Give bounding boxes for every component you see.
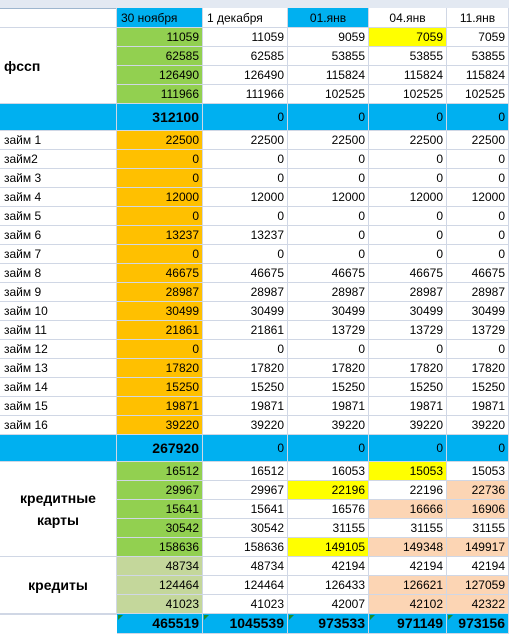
loan-label[interactable]: займ 12 — [0, 340, 117, 359]
error-indicator-icon — [370, 615, 375, 620]
grand-total-cell[interactable]: 973156 — [447, 614, 509, 634]
card-cell[interactable]: 16053 — [288, 462, 369, 481]
fssp-cell[interactable]: 126490 — [203, 66, 288, 85]
loan-label[interactable]: займ 10 — [0, 302, 117, 321]
card-cell[interactable]: 16512 — [203, 462, 288, 481]
loan-cell[interactable]: 12000 — [447, 188, 509, 207]
loan-label[interactable]: займ 7 — [0, 245, 117, 264]
credit-cell[interactable]: 48734 — [117, 557, 203, 576]
loan-label[interactable]: займ 16 — [0, 416, 117, 435]
loan-cell[interactable]: 19871 — [288, 397, 369, 416]
loan-cell[interactable]: 0 — [447, 340, 509, 359]
total1-cell[interactable]: 0 — [288, 104, 369, 131]
loan-label[interactable]: займ 6 — [0, 226, 117, 245]
credit-cell[interactable]: 42194 — [447, 557, 509, 576]
loan-cell[interactable]: 13237 — [203, 226, 288, 245]
loan-cell[interactable]: 22500 — [117, 131, 203, 150]
fssp-cell[interactable]: 102525 — [447, 85, 509, 104]
fssp-cell[interactable]: 102525 — [288, 85, 369, 104]
loan-cell[interactable]: 12000 — [203, 188, 288, 207]
loan-cell[interactable]: 0 — [288, 169, 369, 188]
loan-cell[interactable]: 30499 — [203, 302, 288, 321]
loan-cell[interactable]: 0 — [369, 150, 447, 169]
loan-cell[interactable]: 17820 — [203, 359, 288, 378]
card-cell[interactable]: 158636 — [203, 538, 288, 557]
loan-cell[interactable]: 19871 — [117, 397, 203, 416]
grand-total-cell[interactable]: 971149 — [369, 614, 447, 634]
loan-cell[interactable]: 22500 — [288, 131, 369, 150]
fssp-cell[interactable]: 62585 — [117, 47, 203, 66]
loan-label[interactable]: займ 3 — [0, 169, 117, 188]
loan-cell[interactable]: 22500 — [447, 131, 509, 150]
loan-cell[interactable]: 46675 — [288, 264, 369, 283]
loan-cell[interactable]: 46675 — [117, 264, 203, 283]
total2-cell[interactable]: 0 — [203, 435, 288, 462]
card-cell[interactable]: 22196 — [369, 481, 447, 500]
loan-label[interactable]: займ 11 — [0, 321, 117, 340]
fssp-cell[interactable]: 7059 — [447, 28, 509, 47]
loan-cell[interactable]: 46675 — [447, 264, 509, 283]
fssp-cell[interactable]: 126490 — [117, 66, 203, 85]
loan-cell[interactable]: 0 — [203, 340, 288, 359]
card-cell[interactable]: 15053 — [447, 462, 509, 481]
card-cell[interactable]: 22196 — [288, 481, 369, 500]
loan-label[interactable]: займ 8 — [0, 264, 117, 283]
loan-label[interactable]: займ 1 — [0, 131, 117, 150]
loan-cell[interactable]: 0 — [447, 207, 509, 226]
loan-label[interactable]: займ 5 — [0, 207, 117, 226]
loan-cell[interactable]: 0 — [447, 226, 509, 245]
loan-label[interactable]: займ 9 — [0, 283, 117, 302]
loan-cell[interactable]: 22500 — [203, 131, 288, 150]
loan-cell[interactable]: 13237 — [117, 226, 203, 245]
card-cell[interactable]: 149917 — [447, 538, 509, 557]
loan-cell[interactable]: 30499 — [447, 302, 509, 321]
credit-cell[interactable]: 126433 — [288, 576, 369, 595]
loan-label[interactable]: займ 14 — [0, 378, 117, 397]
total1-cell[interactable]: 0 — [203, 104, 288, 131]
loan-cell[interactable]: 13729 — [288, 321, 369, 340]
loan-cell[interactable]: 0 — [203, 169, 288, 188]
card-cell[interactable]: 149105 — [288, 538, 369, 557]
loan-cell[interactable]: 0 — [288, 340, 369, 359]
header-date-3[interactable]: 01.янв — [288, 8, 369, 28]
grand-total-label-cell[interactable] — [0, 614, 117, 615]
total-row-label-cell[interactable] — [0, 104, 117, 131]
cards-label-line2: карты — [37, 512, 79, 528]
card-cell[interactable]: 30542 — [203, 519, 288, 538]
credit-cell[interactable]: 48734 — [203, 557, 288, 576]
loan-cell[interactable]: 0 — [369, 169, 447, 188]
loan-cell[interactable]: 12000 — [288, 188, 369, 207]
fssp-cell[interactable]: 7059 — [369, 28, 447, 47]
loan-cell[interactable]: 13729 — [369, 321, 447, 340]
total-row-label-cell[interactable] — [0, 435, 117, 462]
loan-label[interactable]: займ 13 — [0, 359, 117, 378]
card-cell[interactable]: 16576 — [288, 500, 369, 519]
fssp-cell[interactable]: 102525 — [369, 85, 447, 104]
loan-cell[interactable]: 0 — [117, 169, 203, 188]
credits-label[interactable]: кредиты — [0, 557, 117, 614]
loan-cell[interactable]: 28987 — [117, 283, 203, 302]
credit-cell[interactable]: 42194 — [288, 557, 369, 576]
loan-cell[interactable]: 15250 — [288, 378, 369, 397]
loan-cell[interactable]: 0 — [369, 340, 447, 359]
loan-cell[interactable]: 0 — [288, 226, 369, 245]
loan-cell[interactable]: 0 — [447, 169, 509, 188]
card-cell[interactable]: 16512 — [117, 462, 203, 481]
fssp-cell[interactable]: 53855 — [288, 47, 369, 66]
credit-cell[interactable]: 41023 — [117, 595, 203, 614]
loan-cell[interactable]: 0 — [203, 150, 288, 169]
credit-cell[interactable]: 42322 — [447, 595, 509, 614]
loan-cell[interactable]: 15250 — [447, 378, 509, 397]
loan-cell[interactable]: 15250 — [369, 378, 447, 397]
loan-cell[interactable]: 19871 — [447, 397, 509, 416]
loan-cell[interactable]: 0 — [117, 245, 203, 264]
total2-cell[interactable]: 267920 — [117, 435, 203, 462]
loan-cell[interactable]: 21861 — [117, 321, 203, 340]
error-indicator-icon — [448, 615, 453, 620]
loan-cell[interactable]: 22500 — [369, 131, 447, 150]
card-cell[interactable]: 31155 — [447, 519, 509, 538]
loan-cell[interactable]: 0 — [203, 245, 288, 264]
loan-label[interactable]: займ 4 — [0, 188, 117, 207]
loan-cell[interactable]: 39220 — [447, 416, 509, 435]
loan-cell[interactable]: 0 — [288, 245, 369, 264]
grand-total-cell[interactable]: 465519 — [117, 614, 203, 634]
header-date-4[interactable]: 04.янв — [369, 8, 447, 28]
fssp-cell[interactable]: 111966 — [203, 85, 288, 104]
loan-label[interactable]: займ2 — [0, 150, 117, 169]
loan-cell[interactable]: 0 — [288, 150, 369, 169]
card-cell[interactable]: 15641 — [203, 500, 288, 519]
loan-cell[interactable]: 17820 — [447, 359, 509, 378]
loan-cell[interactable]: 30499 — [369, 302, 447, 321]
loan-cell[interactable]: 39220 — [203, 416, 288, 435]
header-date-2[interactable]: 1 декабря — [203, 8, 288, 28]
total1-cell[interactable]: 312100 — [117, 104, 203, 131]
loan-cell[interactable]: 12000 — [369, 188, 447, 207]
loan-cell[interactable]: 0 — [369, 226, 447, 245]
card-cell[interactable]: 31155 — [369, 519, 447, 538]
loan-cell[interactable]: 0 — [117, 340, 203, 359]
loan-cell[interactable]: 19871 — [369, 397, 447, 416]
card-cell[interactable]: 149348 — [369, 538, 447, 557]
total1-cell[interactable]: 0 — [447, 104, 509, 131]
credit-cell[interactable]: 42102 — [369, 595, 447, 614]
grand-total-cell[interactable]: 973533 — [288, 614, 369, 634]
loan-cell[interactable]: 0 — [447, 150, 509, 169]
loan-cell[interactable]: 0 — [447, 245, 509, 264]
credit-cell[interactable]: 124464 — [203, 576, 288, 595]
loan-cell[interactable]: 13729 — [447, 321, 509, 340]
fssp-cell[interactable]: 11059 — [203, 28, 288, 47]
credit-cell[interactable]: 127059 — [447, 576, 509, 595]
header-empty-cell[interactable] — [0, 8, 117, 28]
header-date-5[interactable]: 11.янв — [447, 8, 509, 28]
loan-cell[interactable]: 39220 — [288, 416, 369, 435]
loan-cell[interactable]: 15250 — [117, 378, 203, 397]
fssp-cell[interactable]: 11059 — [117, 28, 203, 47]
credit-cell[interactable]: 42007 — [288, 595, 369, 614]
loan-cell[interactable]: 39220 — [369, 416, 447, 435]
loan-cell[interactable]: 15250 — [203, 378, 288, 397]
loan-cell[interactable]: 0 — [369, 245, 447, 264]
loan-cell[interactable]: 46675 — [203, 264, 288, 283]
fssp-label[interactable]: фссп — [0, 28, 117, 104]
grand-total-cell[interactable]: 1045539 — [203, 614, 288, 634]
loan-cell[interactable]: 21861 — [203, 321, 288, 340]
cards-label-line1: кредитные — [20, 490, 96, 506]
loan-cell[interactable]: 0 — [369, 207, 447, 226]
fssp-cell[interactable]: 62585 — [203, 47, 288, 66]
error-indicator-icon — [204, 615, 209, 620]
total2-cell[interactable]: 0 — [447, 435, 509, 462]
loan-cell[interactable]: 28987 — [288, 283, 369, 302]
loan-cell[interactable]: 0 — [203, 207, 288, 226]
credit-cell[interactable]: 41023 — [203, 595, 288, 614]
credit-cell[interactable]: 126621 — [369, 576, 447, 595]
credit-cell[interactable]: 42194 — [369, 557, 447, 576]
fssp-cell[interactable]: 115824 — [288, 66, 369, 85]
fssp-cell[interactable]: 9059 — [288, 28, 369, 47]
loan-cell[interactable]: 17820 — [369, 359, 447, 378]
loan-cell[interactable]: 30499 — [117, 302, 203, 321]
loan-cell[interactable]: 17820 — [117, 359, 203, 378]
loan-cell[interactable]: 28987 — [369, 283, 447, 302]
loan-cell[interactable]: 19871 — [203, 397, 288, 416]
loan-cell[interactable]: 28987 — [447, 283, 509, 302]
header-date-1[interactable]: 30 ноября — [117, 8, 203, 28]
total1-cell[interactable]: 0 — [369, 104, 447, 131]
fssp-cell[interactable]: 53855 — [369, 47, 447, 66]
loan-cell[interactable]: 17820 — [288, 359, 369, 378]
card-cell[interactable]: 31155 — [288, 519, 369, 538]
loan-cell[interactable]: 0 — [288, 207, 369, 226]
loan-cell[interactable]: 30499 — [288, 302, 369, 321]
card-cell[interactable]: 29967 — [117, 481, 203, 500]
fssp-cell[interactable]: 115824 — [369, 66, 447, 85]
card-cell[interactable]: 15053 — [369, 462, 447, 481]
loan-cell[interactable]: 39220 — [117, 416, 203, 435]
fssp-cell[interactable]: 115824 — [447, 66, 509, 85]
loan-cell[interactable]: 0 — [117, 207, 203, 226]
card-cell[interactable]: 158636 — [117, 538, 203, 557]
card-cell[interactable]: 29967 — [203, 481, 288, 500]
card-cell[interactable]: 16666 — [369, 500, 447, 519]
total2-cell[interactable]: 0 — [288, 435, 369, 462]
loan-cell[interactable]: 46675 — [369, 264, 447, 283]
error-indicator-icon — [118, 615, 123, 620]
total2-cell[interactable]: 0 — [369, 435, 447, 462]
card-cell[interactable]: 22736 — [447, 481, 509, 500]
loan-cell[interactable]: 28987 — [203, 283, 288, 302]
loan-label[interactable]: займ 15 — [0, 397, 117, 416]
credit-cell[interactable]: 124464 — [117, 576, 203, 595]
card-cell[interactable]: 30542 — [117, 519, 203, 538]
fssp-cell[interactable]: 53855 — [447, 47, 509, 66]
card-cell[interactable]: 16906 — [447, 500, 509, 519]
loan-cell[interactable]: 0 — [117, 150, 203, 169]
error-indicator-icon — [289, 615, 294, 620]
fssp-cell[interactable]: 111966 — [117, 85, 203, 104]
card-cell[interactable]: 15641 — [117, 500, 203, 519]
cards-label[interactable] — [0, 462, 117, 557]
loan-cell[interactable]: 12000 — [117, 188, 203, 207]
